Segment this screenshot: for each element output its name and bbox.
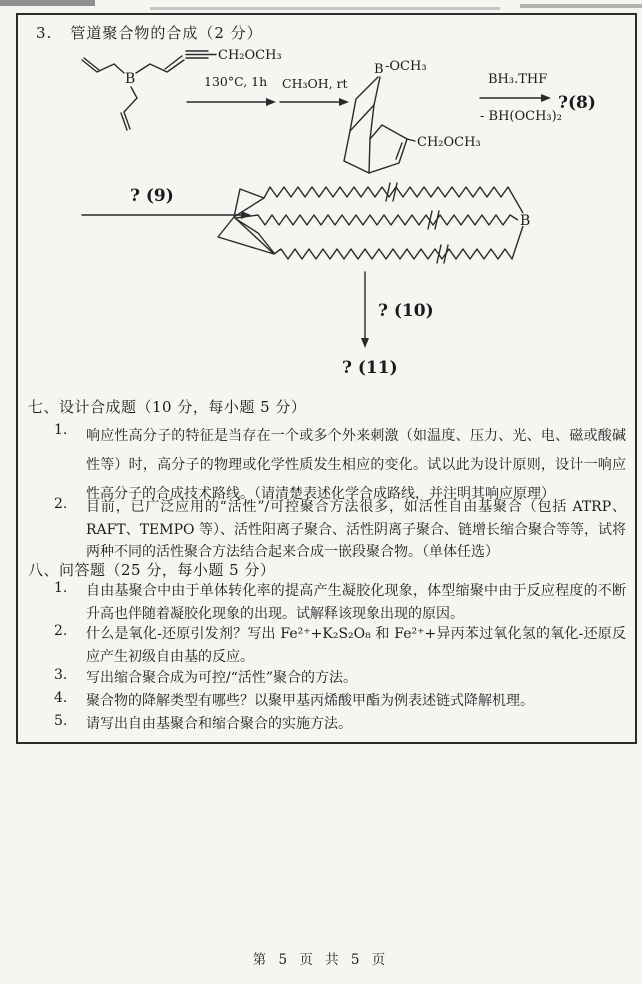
boron-atom-label: B (125, 71, 136, 87)
section8-item-1-number: 1. (54, 580, 68, 596)
section8-item-4 (54, 690, 626, 713)
alkyne-reagent-label: CH₂OCH₃ (218, 48, 282, 63)
condition-1-label: 130°C, 1h (204, 74, 268, 89)
section7-item-2-number: 2. (54, 496, 68, 512)
arrow3-byproduct-label: - BH(OCH₃)₂ (480, 109, 562, 124)
section8-item-2-text: 什么是氧化-还原引发剂？写出 Fe²⁺+K₂S₂O₈ 和 Fe²⁺+异丙苯过氧化氢的氧化-还原反应产生初级自由基的反应。 (86, 626, 626, 665)
product-boron-methoxy-label: -OCH₃ (385, 59, 427, 74)
section8-item-2-number: 2. (54, 623, 68, 639)
section8-item-5 (54, 713, 626, 736)
section8-item-5-number: 5. (54, 713, 68, 729)
reaction-arrow-3 (480, 72, 596, 124)
section7-item-1-number: 1. (54, 422, 68, 438)
section7-item-1-text: 响应性高分子的特征是当存在一个或多个外来刺激（如温度、压力、光、电、磁或酸碱性等）时，高分子的物理或化学性质发生相应的变化。试以此为设计原则，设计一响应性高分子的合成技术路线。（请清楚表述化学合成路线，并注明其响应原理） (86, 428, 626, 502)
question3-number: 3. (36, 24, 53, 42)
section8-item-1 (54, 580, 626, 625)
triallylborane-structure (82, 56, 184, 130)
section8-item-3 (54, 667, 626, 690)
question8-mark: ?(8) (558, 93, 596, 113)
triple-bond-icon (186, 51, 216, 58)
arrow3-reagent-label: BH₃.THF (488, 72, 548, 87)
section7-item-2 (54, 496, 626, 564)
polymer-boron-label: B (520, 213, 531, 229)
question11-mark: ? (11) (342, 358, 398, 378)
bicyclic-borane-structure (344, 59, 481, 173)
section8-item-1-text: 自由基聚合中由于单体转化率的提高产生凝胶化现象，体型缩聚中由于反应程度的不断升高也伴随着凝胶化现象的出现。试解释该现象出现的原因。 (86, 583, 626, 622)
reaction-scheme (18, 15, 635, 390)
section8-item-4-number: 4. (54, 690, 68, 706)
section8-heading: 八、问答题（25 分，每小题 5 分） (28, 561, 276, 579)
section7-heading: 七、设计合成题（10 分，每小题 5 分） (28, 398, 307, 416)
reaction-arrow-5 (342, 272, 434, 378)
scan-artifact (520, 4, 642, 8)
section7-item-2-text: 目前，已广泛应用的“活性”/可控聚合方法很多，如活性自由基聚合（包括 ATRP、RAFT、TEMPO 等）、活性阳离子聚合、活性阴离子聚合、链增长缩合聚合等等，试将两种不同的活性聚合方法结合起来合成一嵌段聚合物。（单体任选） (86, 499, 626, 560)
reaction-arrow-1 (186, 48, 282, 106)
reaction-arrow-4 (82, 186, 251, 219)
question3-title: 管道聚合物的合成（2 分） (70, 24, 263, 42)
product-side-group-label: CH₂OCH₃ (417, 135, 481, 150)
polymer-chain (236, 215, 518, 225)
section8-item-3-number: 3. (54, 667, 68, 683)
scan-artifact (0, 0, 95, 6)
section8-item-3-text: 写出缩合聚合成为可控/“活性”聚合的方法。 (86, 670, 358, 686)
section8-item-4-text: 聚合物的降解类型有哪些？以聚甲基丙烯酸甲酯为例表述链式降解机理。 (86, 693, 534, 709)
section8-item-5-text: 请写出自由基聚合和缩合聚合的实施方法。 (86, 716, 352, 732)
reaction-arrow-2 (280, 76, 349, 106)
question10-mark: ? (10) (378, 301, 434, 321)
boron-macrocycle-structure (218, 183, 530, 263)
section8-item-2 (54, 623, 626, 668)
page-footer: 第 5 页 共 5 页 (252, 952, 390, 968)
scan-artifact (150, 7, 500, 10)
condition-2-label: CH₃OH, rt (282, 76, 348, 91)
polymer-chain (274, 226, 523, 259)
question3-box (16, 13, 637, 744)
question9-mark: ? (9) (130, 186, 174, 206)
product-boron-label: B (374, 62, 384, 77)
